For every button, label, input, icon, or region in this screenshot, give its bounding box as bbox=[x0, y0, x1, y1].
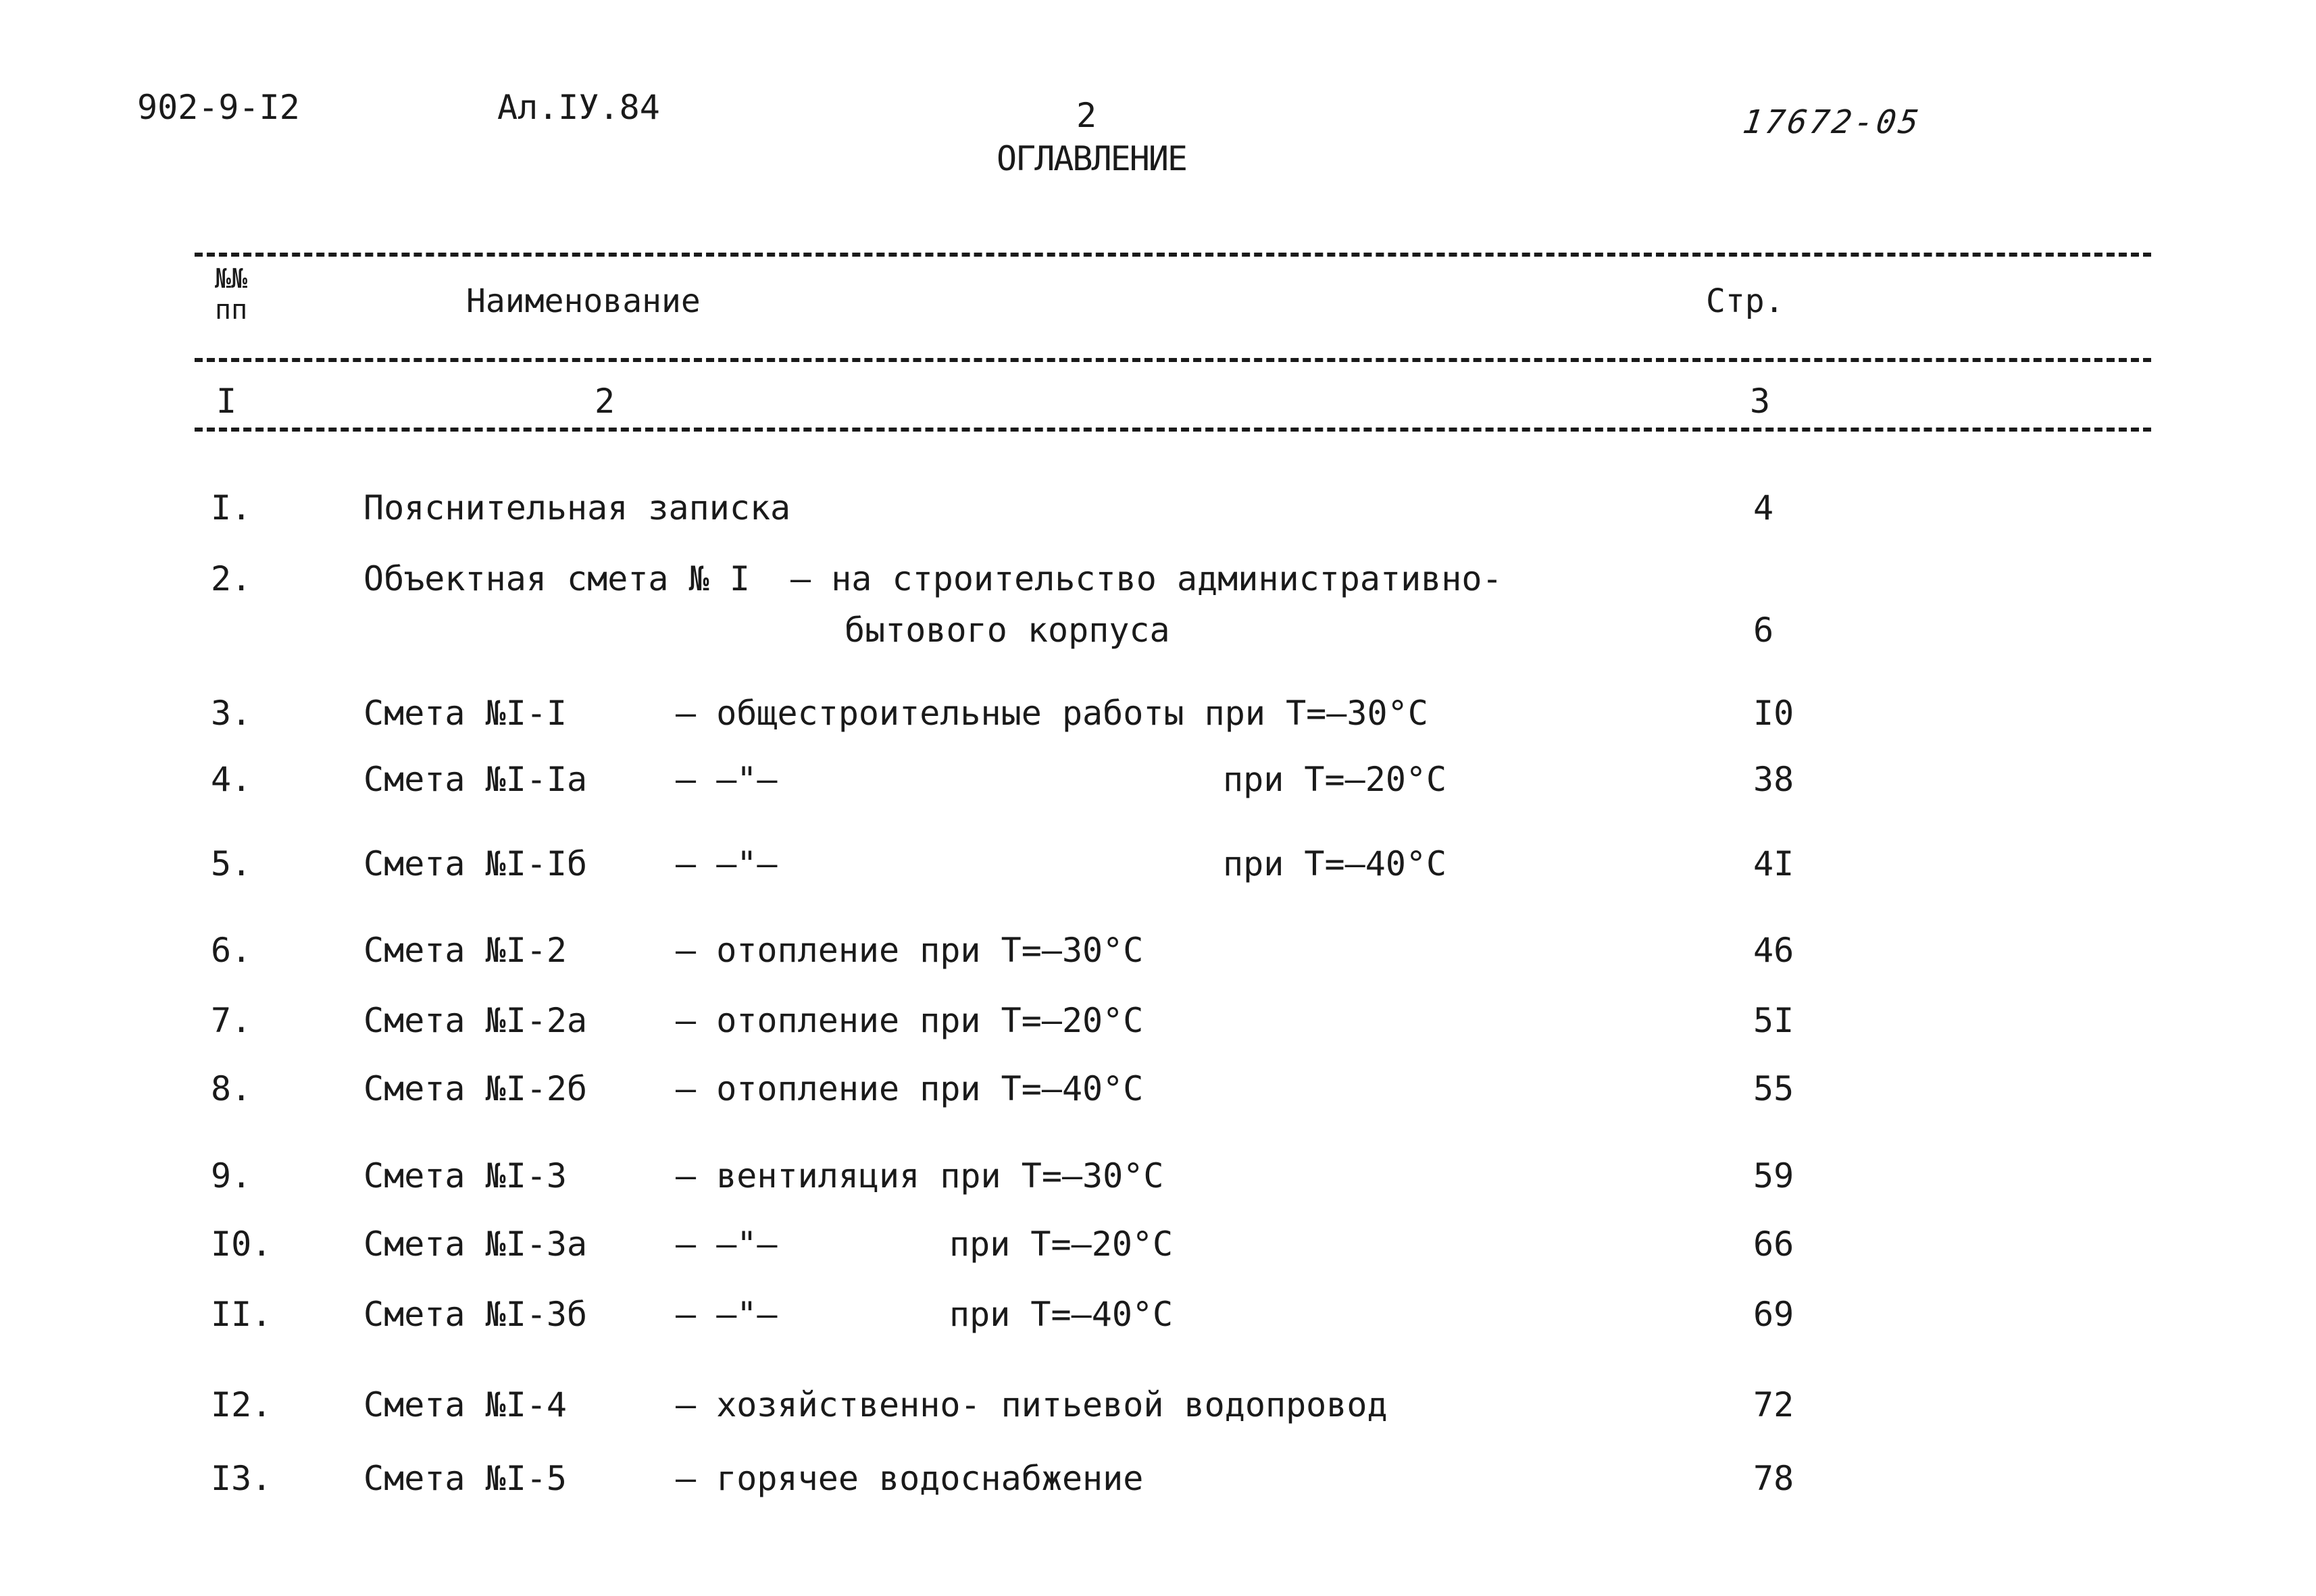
row-description: – отопление при Т=–20°С bbox=[676, 1001, 1144, 1040]
row-number: 7. bbox=[211, 1001, 252, 1040]
row-description: – –"– bbox=[676, 1295, 778, 1334]
page-number: 2 bbox=[1076, 96, 1097, 135]
row-name: Пояснительная записка bbox=[363, 488, 791, 527]
row-number: I3. bbox=[211, 1459, 272, 1498]
column-number-2: 2 bbox=[595, 382, 615, 421]
row-description: – –"– bbox=[676, 1225, 778, 1264]
row-page: 59 bbox=[1753, 1156, 1794, 1195]
row-description: – –"– bbox=[676, 844, 778, 883]
column-header-name: Наименование bbox=[466, 282, 701, 320]
row-page: 5I bbox=[1753, 1001, 1794, 1040]
table-rule-top bbox=[195, 253, 2151, 257]
row-number: 9. bbox=[211, 1156, 252, 1195]
row-name: Смета №I-3 bbox=[363, 1156, 568, 1195]
column-header-page: Стр. bbox=[1706, 282, 1784, 320]
column-number-1: I bbox=[216, 382, 237, 421]
row-name: Смета №I-Iа bbox=[363, 760, 588, 799]
row-name: Смета №I-3а bbox=[363, 1225, 588, 1264]
row-condition: при Т=–40°С bbox=[949, 1295, 1174, 1334]
table-rule-middle bbox=[195, 358, 2151, 362]
row-number: 3. bbox=[211, 694, 252, 733]
row-name: Смета №I-2а bbox=[363, 1001, 588, 1040]
row-page: 72 bbox=[1753, 1385, 1794, 1424]
album-number: Ал.IУ.84 bbox=[497, 88, 660, 127]
row-name: Смета №I-2б bbox=[363, 1069, 588, 1108]
row-name: Объектная смета № I bbox=[363, 559, 750, 598]
row-page: 66 bbox=[1753, 1225, 1794, 1264]
row-number: II. bbox=[211, 1295, 272, 1334]
row-page: 4 bbox=[1753, 488, 1774, 527]
page-title: ОГЛАВЛЕНИЕ bbox=[997, 139, 1187, 178]
row-page: 46 bbox=[1753, 931, 1794, 970]
doc-code: 902-9-I2 bbox=[137, 88, 300, 127]
row-description: – горячее водоснабжение bbox=[676, 1459, 1144, 1498]
row-description-continued: бытового корпуса bbox=[845, 611, 1170, 650]
column-header-number: №№ пп bbox=[215, 263, 248, 326]
row-description: – хозяйственно- питьевой водопровод bbox=[676, 1385, 1388, 1424]
table-rule-bottom bbox=[195, 428, 2151, 432]
row-name: Смета №I-Iб bbox=[363, 844, 588, 883]
row-page: 6 bbox=[1753, 611, 1774, 650]
row-page: 38 bbox=[1753, 760, 1794, 799]
row-description: – вентиляция при Т=–30°С bbox=[676, 1156, 1164, 1195]
row-number: I2. bbox=[211, 1385, 272, 1424]
row-name: Смета №I-I bbox=[363, 694, 568, 733]
row-number: 2. bbox=[211, 559, 252, 598]
row-number: 5. bbox=[211, 844, 252, 883]
row-description: – отопление при Т=–30°С bbox=[676, 931, 1144, 970]
row-condition: при Т=–20°С bbox=[949, 1225, 1174, 1264]
row-number: 8. bbox=[211, 1069, 252, 1108]
row-number: I. bbox=[211, 488, 252, 527]
row-page: I0 bbox=[1753, 694, 1794, 733]
row-condition: при Т=–40°С bbox=[1223, 844, 1447, 883]
row-page: 55 bbox=[1753, 1069, 1794, 1108]
row-condition: при Т=–20°С bbox=[1223, 760, 1447, 799]
row-name: Смета №I-4 bbox=[363, 1385, 568, 1424]
row-page: 78 bbox=[1753, 1459, 1794, 1498]
row-number: 4. bbox=[211, 760, 252, 799]
column-number-3: 3 bbox=[1750, 382, 1771, 421]
row-description: – отопление при Т=–40°С bbox=[676, 1069, 1144, 1108]
handwritten-stamp: 17672-05 bbox=[1740, 103, 1924, 141]
row-description: – –"– bbox=[676, 760, 778, 799]
row-page: 69 bbox=[1753, 1295, 1794, 1334]
row-number: I0. bbox=[211, 1225, 272, 1264]
row-name: Смета №I-3б bbox=[363, 1295, 588, 1334]
row-name: Смета №I-2 bbox=[363, 931, 568, 970]
row-description: – на строительство административно- bbox=[790, 559, 1503, 598]
row-page: 4I bbox=[1753, 844, 1794, 883]
row-name: Смета №I-5 bbox=[363, 1459, 568, 1498]
row-description: – общестроительные работы при Т=–30°С bbox=[676, 694, 1428, 733]
row-number: 6. bbox=[211, 931, 252, 970]
